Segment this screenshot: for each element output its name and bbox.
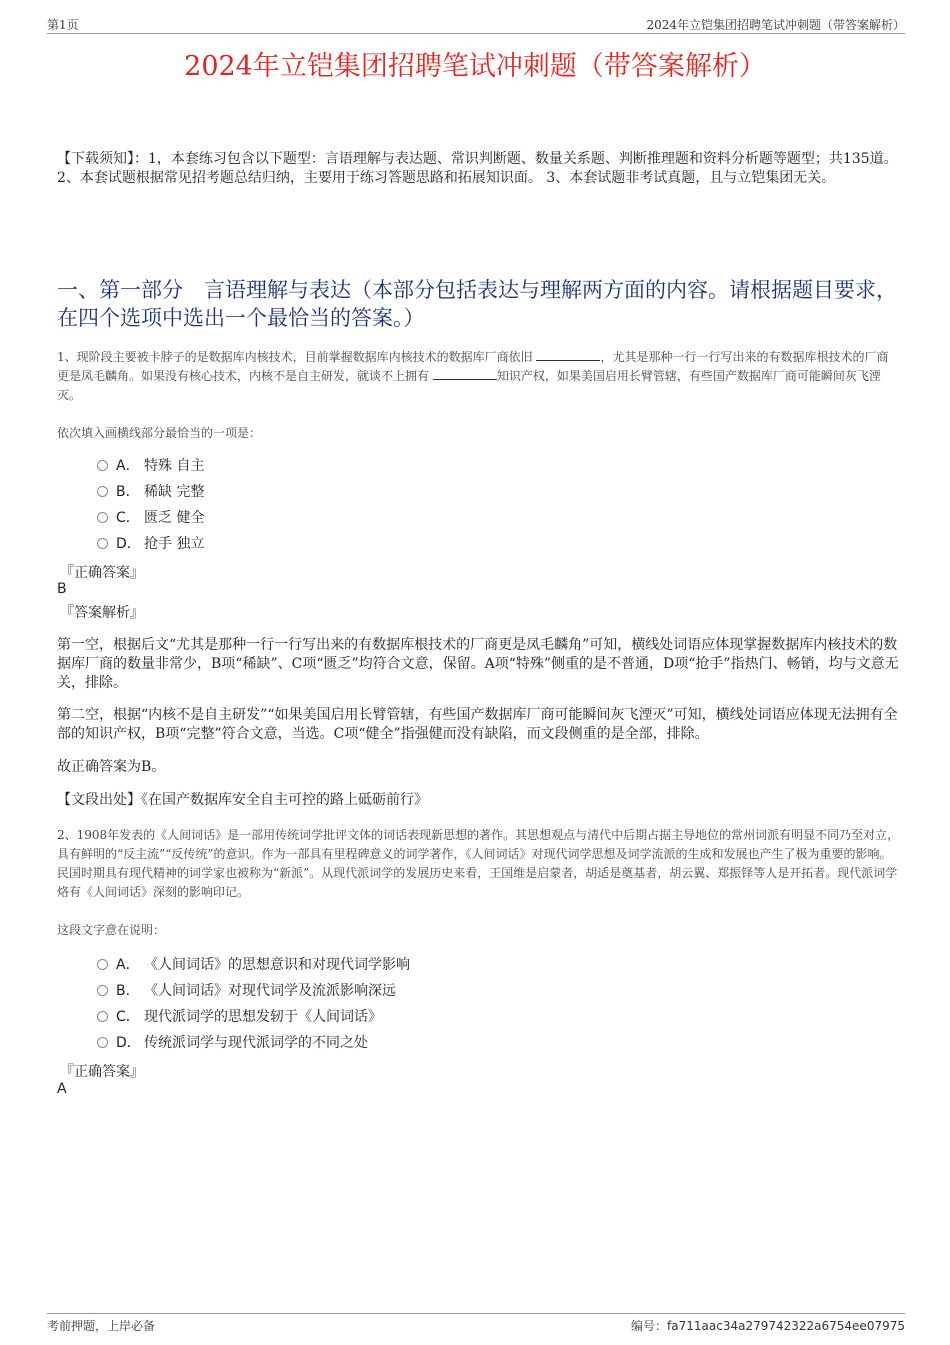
q1-option-c[interactable]: C． 匮乏 健全 — [97, 508, 204, 528]
blank-1 — [536, 348, 600, 361]
q1-answer-label: 『正确答案』 — [60, 565, 144, 581]
question-1-prompt: 依次填入画横线部分最恰当的一项是： — [57, 426, 262, 440]
q1-explanation-2: 第二空，根据“内核不是自主研发”“如果美国启用长臂管辖，有些国产数据库厂商可能瞬间灰飞湮灭”可知，横线处词语应体现无法拥有全部的知识产权，B项“完整”符合文意，当选。C项“健全”指强健而没有缺陷，而文段侧重的是全部，排除。 — [57, 707, 898, 742]
q1-option-a[interactable]: A． 特殊 自主 — [97, 456, 204, 476]
q1-explanation-1: 第一空，根据后文“尤其是那种一行一行写出来的有数据库根技术的厂商更是凤毛麟角”可知，横线处词语应体现掌握数据库内核技术的数据库厂商的数量非常少，B项“稀缺”、C项“匮乏”均符合文意，保留。A项“特殊”侧重的是不普通，D项“抢手”指热门、畅销，均与文意无关，排除。 — [57, 637, 899, 691]
footer-code: 编号：fa711aac34a279742322a6754ee07975 — [631, 1319, 905, 1333]
q2-option-a[interactable]: A． 《人间词话》的思想意识和对现代词学影响 — [97, 955, 410, 975]
q2-option-d[interactable]: D． 传统派词学与现代派词学的不同之处 — [97, 1033, 368, 1053]
radio-icon[interactable] — [97, 512, 108, 523]
q2-answer-label: 『正确答案』 — [60, 1064, 144, 1080]
footer-slogan: 考前押题，上岸必备 — [47, 1319, 156, 1333]
section-heading: 一、第一部分 言语理解与表达（本部分包括表达与理解两方面的内容。请根据题目要求，在四个选项中选出一个最恰当的答案。） — [57, 278, 897, 330]
blank-2 — [433, 367, 497, 380]
question-2-prompt: 这段文字意在说明： — [57, 923, 166, 937]
header-doc-title: 2024年立铠集团招聘笔试冲刺题（带答案解析） — [646, 18, 905, 32]
question-2-stem: 2、1908年发表的《人间词话》是一部用传统词学批评文体的词话表现新思想的著作。其思想观点与清代中后期占据主导地位的常州词派有明显不同乃至对立，具有鲜明的“反主流”“反传统”的意识。作为一部具有里程碑意义的词学著作，《人间词话》对现代词学思想及词学流派的生成和发展也产生了极为重要的影响。民国时期具有现代精神的词学家也被称为“新派”。从现代派词学的发展历史来看，王国维是启蒙者，胡适是奠基者，胡云翼、郑振铎等人是开拓者。现代派词学烙有《人间词话》深刻的影响印记。 — [57, 828, 900, 899]
radio-icon[interactable] — [97, 538, 108, 549]
radio-icon[interactable] — [97, 486, 108, 497]
q1-option-b[interactable]: B． 稀缺 完整 — [97, 482, 204, 502]
q1-option-d[interactable]: D． 抢手 独立 — [97, 534, 204, 554]
q2-option-c[interactable]: C． 现代派词学的思想发轫于《人间词话》 — [97, 1007, 382, 1027]
document-title: 2024年立铠集团招聘笔试冲刺题（带答案解析） — [184, 51, 766, 82]
download-notice: 【下载须知】：1，本套练习包含以下题型：言语理解与表达题、常识判断题、数量关系题、判断推理题和资料分析题等题型；共135道。 2、本套试题根据常见招考题总结归纳，主要用于练习答题思路和拓展知识面。 3、本套试题非考试真题，且与立铠集团无关。 — [57, 151, 898, 186]
question-1-stem: 1、现阶段主要被卡脖子的是数据库内核技术，目前掌握数据库内核技术的数据库厂商依旧 ，尤其是那种一行一行写出来的有数据库根技术的厂商更是凤毛麟角。如果没有核心技术，内核不是自主研发，就谈不上拥有 知识产权，如果美国启用长臂管辖，有些国产数据库厂商可能瞬间灰飞湮灭。 — [57, 350, 889, 402]
q1-explanation-3: 故正确答案为B。 — [57, 759, 166, 775]
radio-icon[interactable] — [97, 1037, 108, 1048]
q1-analysis-label: 『答案解析』 — [60, 605, 144, 621]
page-header — [47, 14, 905, 34]
page-footer — [47, 1313, 905, 1334]
page-number: 第1页 — [47, 18, 79, 32]
radio-icon[interactable] — [97, 1011, 108, 1022]
radio-icon[interactable] — [97, 985, 108, 996]
radio-icon[interactable] — [97, 460, 108, 471]
radio-icon[interactable] — [97, 959, 108, 970]
q1-source: 【文段出处】《在国产数据库安全自主可控的路上砥砺前行》 — [57, 792, 428, 808]
q2-option-b[interactable]: B． 《人间词话》对现代词学及流派影响深远 — [97, 981, 396, 1001]
q2-answer-value: A — [57, 1081, 67, 1097]
q1-answer-value: B — [57, 581, 67, 597]
